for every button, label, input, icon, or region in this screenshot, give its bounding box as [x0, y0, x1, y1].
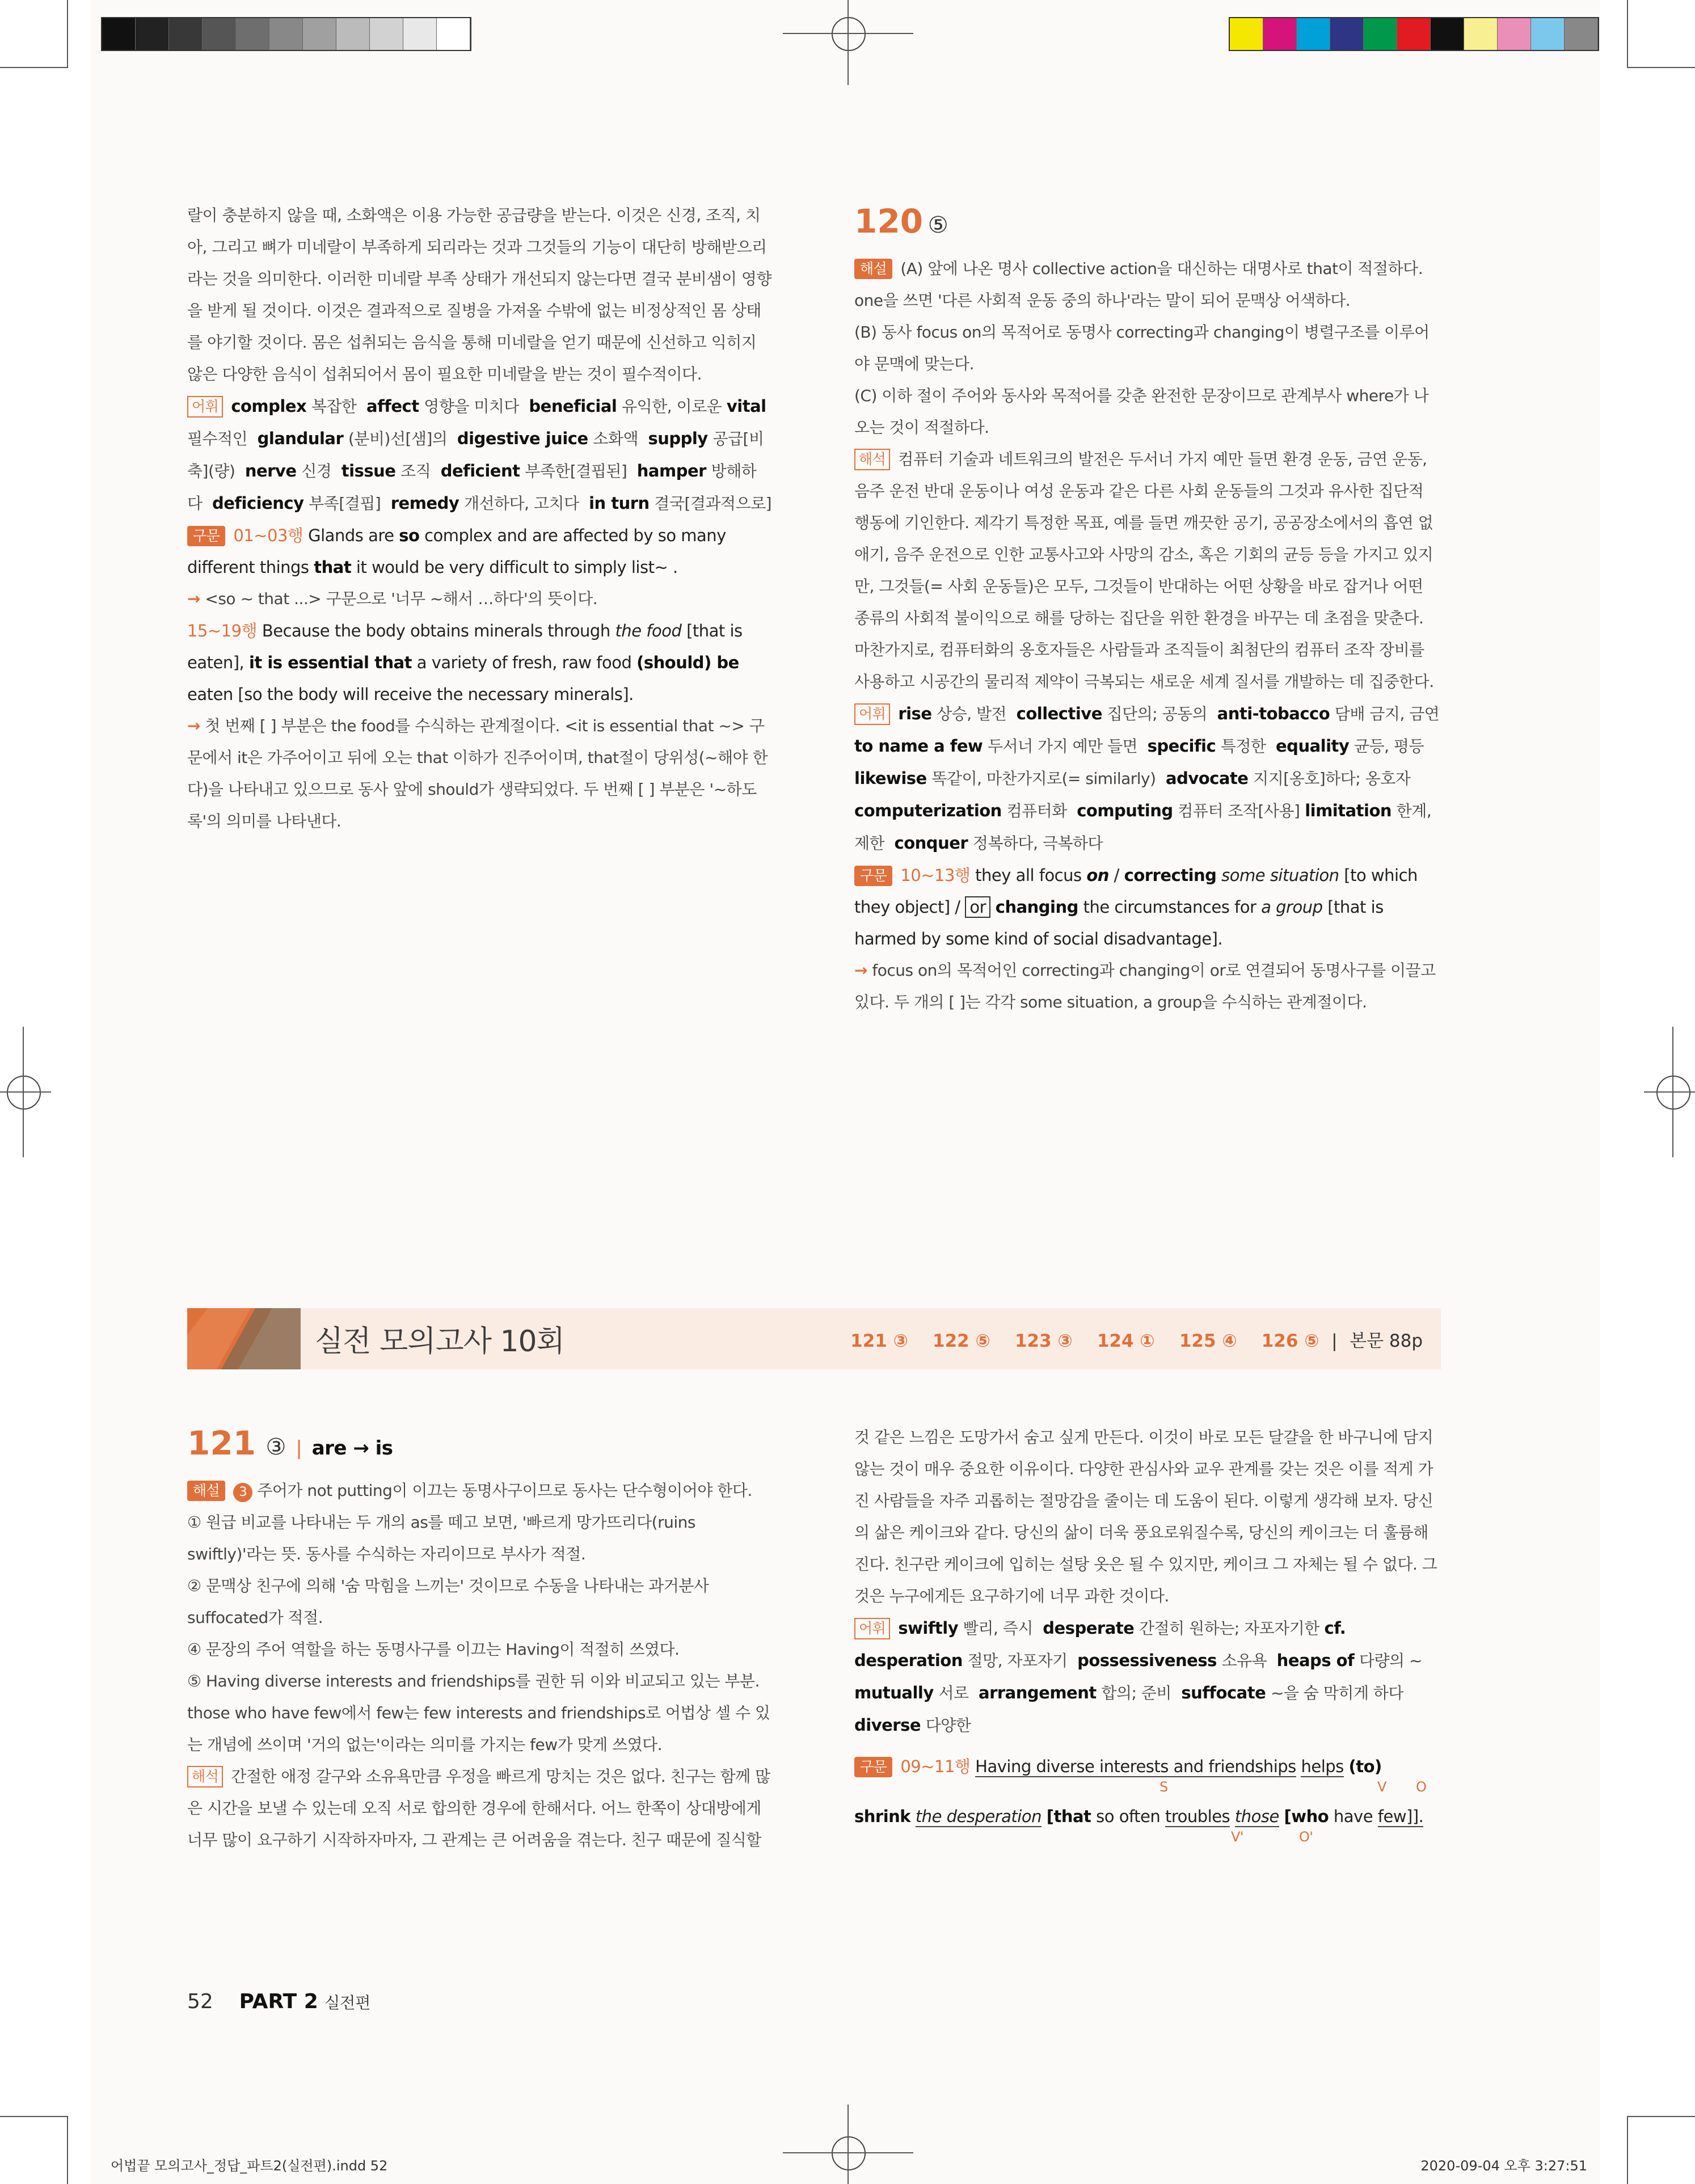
explanation-a: 해설 (A) 앞에 나온 명사 collective action을 대신하는 대명사로 that이 적절하다. one을 쓰면 '다른 사회적 운동 중의 하나'라는 말이 되어 문맥상 어색하다.	[854, 259, 1423, 310]
translation-block: 해석 컴퓨터 기술과 네트워크의 발전은 두서너 가지 예만 들면 환경 운동, 금연 운동, 음주 운전 반대 운동이나 여성 운동과 같은 다른 사회 운동들의 그것과 유사한 집단적 행동에 기인한다. 제각기 특정한 목표, 예를 들면 깨끗한 공기, 공공장소에서의 흡연 없애기, 음주 운전으로 인한 교통사고와 사망의 감소, 혹은 기회의 균등 등을 가지고 있지만, 그것들(= 사회 운동들)은 모두, 그것들이 반대하는 어떤 상황을 바로 잡거나 어떤 종류의 사회적 불이익으로 해를 당하는 집단을 위한 환경을 바꾸는 데 초점을 맞춘다. 마찬가지로, 컴퓨터화의 옹호자들은 사람들과 조직들이 최첨단의 컴퓨터 조작 장비를 사용하고 시공간의 물리적 제약이 극복되는 새로운 세계 질서를 개발하는 데 집중한다.	[854, 450, 1434, 691]
answer-choice: ③	[265, 1434, 286, 1460]
arrow-icon: →	[187, 589, 200, 608]
answer-126: 126 ⑤	[1261, 1331, 1319, 1351]
syntax-note-1: → <so ~ that ...> 구문으로 '너무 ~해서 …하다'의 뜻이다.	[187, 589, 598, 608]
translation-tag: 해석	[854, 449, 890, 470]
process-color-bar	[1229, 17, 1599, 51]
explanation-b: (B) 동사 focus on의 목적어로 동명사 correcting과 changing이 병렬구조를 이루어야 문맥에 맞는다.	[854, 323, 1430, 373]
indd-slug: 어법끝 모의고사_정답_파트2(실전편).indd 52	[111, 2158, 388, 2174]
explanation-option-4: ④ 문장의 주어 역할을 하는 동명사구를 이끄는 Having이 적절히 쓰였다.	[187, 1640, 680, 1659]
explanation-option-1: ① 원급 비교를 나타내는 두 개의 as를 떼고 보면, '빠르게 망가뜨리다(ruins swiftly)'라는 뜻. 동사를 수식하는 자리이므로 부사가 적절.	[187, 1513, 695, 1563]
question-120-header	[854, 200, 1441, 248]
syntax-note: → focus on의 목적어인 correcting과 changing이 or로 연결되어 동명사구를 이끌고 있다. 두 개의 [ ]는 각각 some situation, a group을 수식하는 관계절이다.	[854, 961, 1436, 1011]
page-number: 52	[187, 1990, 213, 2013]
vocab-block: 어휘 swiftly 빨리, 즉시 desperate 간절히 원하는; 자포자기한 cf. desperation 절망, 자포자기 possessiveness 소유욕 heaps of 다량의 ~ mutually 서로 arrangement 합의; 준비 suffocate ~을 숨 막히게 하다 diverse 다양한	[854, 1618, 1422, 1735]
page-footer	[187, 1990, 370, 2013]
vocab-tag: 어휘	[854, 703, 890, 725]
answer-123: 123 ③	[1014, 1331, 1073, 1351]
vocab-block: 어휘 complex 복잡한 affect 영향을 미치다 beneficial 유익한, 이로운 vital 필수적인 glandular (분비)선[샘]의 digestive juice 소화액 supply 공급[비축](량) nerve 신경 tissue 조직 deficient 부족한[결핍된] hamper 방해하다 deficiency 부족[결핍] remedy 개선하다, 고치다 in turn 결국[결과적으로]	[187, 397, 772, 513]
syntax-tag: 구문	[187, 526, 225, 546]
answer-121: 121 ③	[850, 1331, 908, 1351]
print-timestamp: 2020-09-04 오후 3:27:51	[1420, 2158, 1587, 2174]
explanation-option-5: ⑤ Having diverse interests and friendships를 권한 뒤 이와 비교되고 있는 부분. those who have few에서 few는 few interests and friendships로 어법상 셀 수 있는 개념에 쓰이며 '거의 없는'이라는 의미를 가지는 few가 맞게 쓰였다.	[187, 1672, 770, 1754]
right-top-column	[854, 200, 1441, 1018]
syntax-block-1: 구문 01~03행 Glands are so complex and are affected by so many different things that it would be very difficult to simply list~ .	[187, 526, 726, 577]
banner-answer-list	[850, 1326, 1423, 1352]
syntax-block: 구문 09~11행 Having diverse interests and friendships helps (to) shrink the desperation [that so often troubles those [who have few]]. S V O V' O'	[854, 1742, 1441, 1841]
syntax-block: 구문 10~13행 they all focus on / correcting some situation [to which they object] / or changing the circumstances for a group [that is harmed by some kind of social disadvantage].	[854, 866, 1418, 948]
explanation-tag: 해설	[187, 1481, 225, 1501]
separator: |	[1331, 1331, 1338, 1351]
syntax-tag: 구문	[854, 866, 892, 886]
translation-tag: 해석	[187, 1766, 223, 1787]
label-verb: V	[1377, 1779, 1386, 1795]
banner-title: 실전 모의고사 10회	[315, 1325, 564, 1359]
banner-emblem	[187, 1308, 301, 1369]
answer-choice: ⑤	[927, 212, 948, 238]
syntax-block-2: 15~19행 Because the body obtains minerals through the food [that is eaten], it is essential that a variety of fresh, raw food (should) be eaten [so the body will receive the necessary minerals].	[187, 621, 743, 704]
choice-3-icon: 3	[233, 1483, 252, 1502]
page-reference: 본문 88p	[1350, 1331, 1423, 1351]
explanation-main: 해설 3 주어가 not putting이 이끄는 동명사구이므로 동사는 단수형이어야 한다.	[187, 1475, 774, 1507]
answer-125: 125 ④	[1179, 1331, 1237, 1351]
syntax-tag: 구문	[854, 1757, 892, 1777]
left-top-column	[187, 200, 774, 837]
arrow-icon: →	[854, 961, 867, 980]
grayscale-color-bar	[101, 17, 471, 51]
explanation-c: (C) 이하 절이 주어와 동사와 목적어를 갖춘 완전한 문장이므로 관계부사 where가 나오는 것이 적절하다.	[854, 386, 1429, 437]
translation-block: 해석 간절한 애정 갈구와 소유욕만큼 우정을 빠르게 망치는 것은 없다. 친구는 함께 많은 시간을 보낼 수 있는데 오직 서로 합의한 경우에 한해서다. 어느 한쪽이 상대방에게 너무 많이 요구하기 시작하자마자, 그 관계는 큰 어려움을 겪는다. 친구 때문에 질식할	[187, 1767, 770, 1849]
part-label: PART 2	[239, 1990, 318, 2013]
label-subject: S	[1159, 1779, 1168, 1795]
explanation-tag: 해설	[854, 259, 892, 279]
syntax-note-2: → 첫 번째 [ ] 부분은 the food를 수식하는 관계절이다. <it is essential that ~> 구문에서 it은 가주어이고 뒤에 오는 that 이하가 진주어이며, that절이 당위성(~해야 한다)을 나타내고 있으므로 동사 앞에 should가 생략되었다. 두 번째 [ ] 부분은 '~하도록'의 의미를 나타낸다.	[187, 716, 768, 830]
vocab-block: 어휘 rise 상승, 발전 collective 집단의; 공동의 anti-tobacco 담배 금지, 금연 to name a few 두서너 가지 예만 들면 specific 특정한 equality 균등, 평등 likewise 똑같이, 마찬가지로(= similarly) advocate 지지[옹호]하다; 옹호자 computerization 컴퓨터화 computing 컴퓨터 조작[사용] limitation 한계, 제한 conquer 정복하다, 극복하다	[854, 704, 1440, 853]
question-number: 120	[854, 202, 924, 241]
translation-continued: 랄이 충분하지 않을 때, 소화액은 이용 가능한 공급량을 받는다. 이것은 신경, 조직, 치아, 그리고 뼈가 미네랄이 부족하게 되리라는 것과 그것들의 기능이 대단히 방해받으리라는 것을 의미한다. 이러한 미네랄 부족 상태가 개선되지 않는다면 결국 분비샘이 영향을 받게 될 것이다. 이것은 결과적으로 질병을 가져올 수밖에 없는 비정상적인 몸 상태를 야기할 것이다. 몸은 섭취되는 음식을 통해 미네랄을 얻기 때문에 신선하고 익히지 않은 다양한 음식이 섭취되어서 몸이 필요한 미네랄을 받는 것이 필수적이다.	[187, 206, 771, 383]
translation-continued: 것 같은 느낌은 도망가서 숨고 싶게 만든다. 이것이 바로 모든 달걀을 한 바구니에 담지 않는 것이 매우 중요한 이유이다. 다양한 관심사와 교우 관계를 갖는 것은 이를 적게 가진 사람들을 자주 괴롭히는 절망감을 줄이는 데 도움이 된다. 이렇게 생각해 보자. 당신의 삶은 케이크와 같다. 당신의 삶이 더욱 풍요로워질수록, 당신의 케이크는 더 훌륭해진다. 친구란 케이크에 입히는 설탕 옷은 될 수 있지만, 케이크 그 자체는 될 수 없다. 그것은 누구에게든 요구하기에 너무 과한 것이다.	[854, 1428, 1437, 1605]
part-name: 실전편	[324, 1993, 371, 2012]
question-number: 121	[187, 1424, 256, 1462]
left-bottom-column	[187, 1422, 774, 1856]
explanation-option-2: ② 문맥상 친구에 의해 '숨 막힘을 느끼는' 것이므로 수동을 나타내는 과거분사 suffocated가 적절.	[187, 1576, 709, 1627]
correction: are → is	[311, 1437, 393, 1460]
label-object: O	[1416, 1779, 1427, 1795]
answer-124: 124 ①	[1097, 1331, 1155, 1351]
vocab-tag: 어휘	[854, 1618, 890, 1639]
answer-122: 122 ⑤	[933, 1331, 990, 1351]
vocab-tag: 어휘	[187, 396, 223, 418]
label-object-prime: O'	[1299, 1829, 1313, 1845]
arrow-icon: →	[187, 716, 200, 735]
question-121-header: 121 ③ | are → is	[187, 1424, 393, 1462]
right-bottom-column	[854, 1422, 1441, 1845]
label-verb-prime: V'	[1231, 1829, 1244, 1845]
